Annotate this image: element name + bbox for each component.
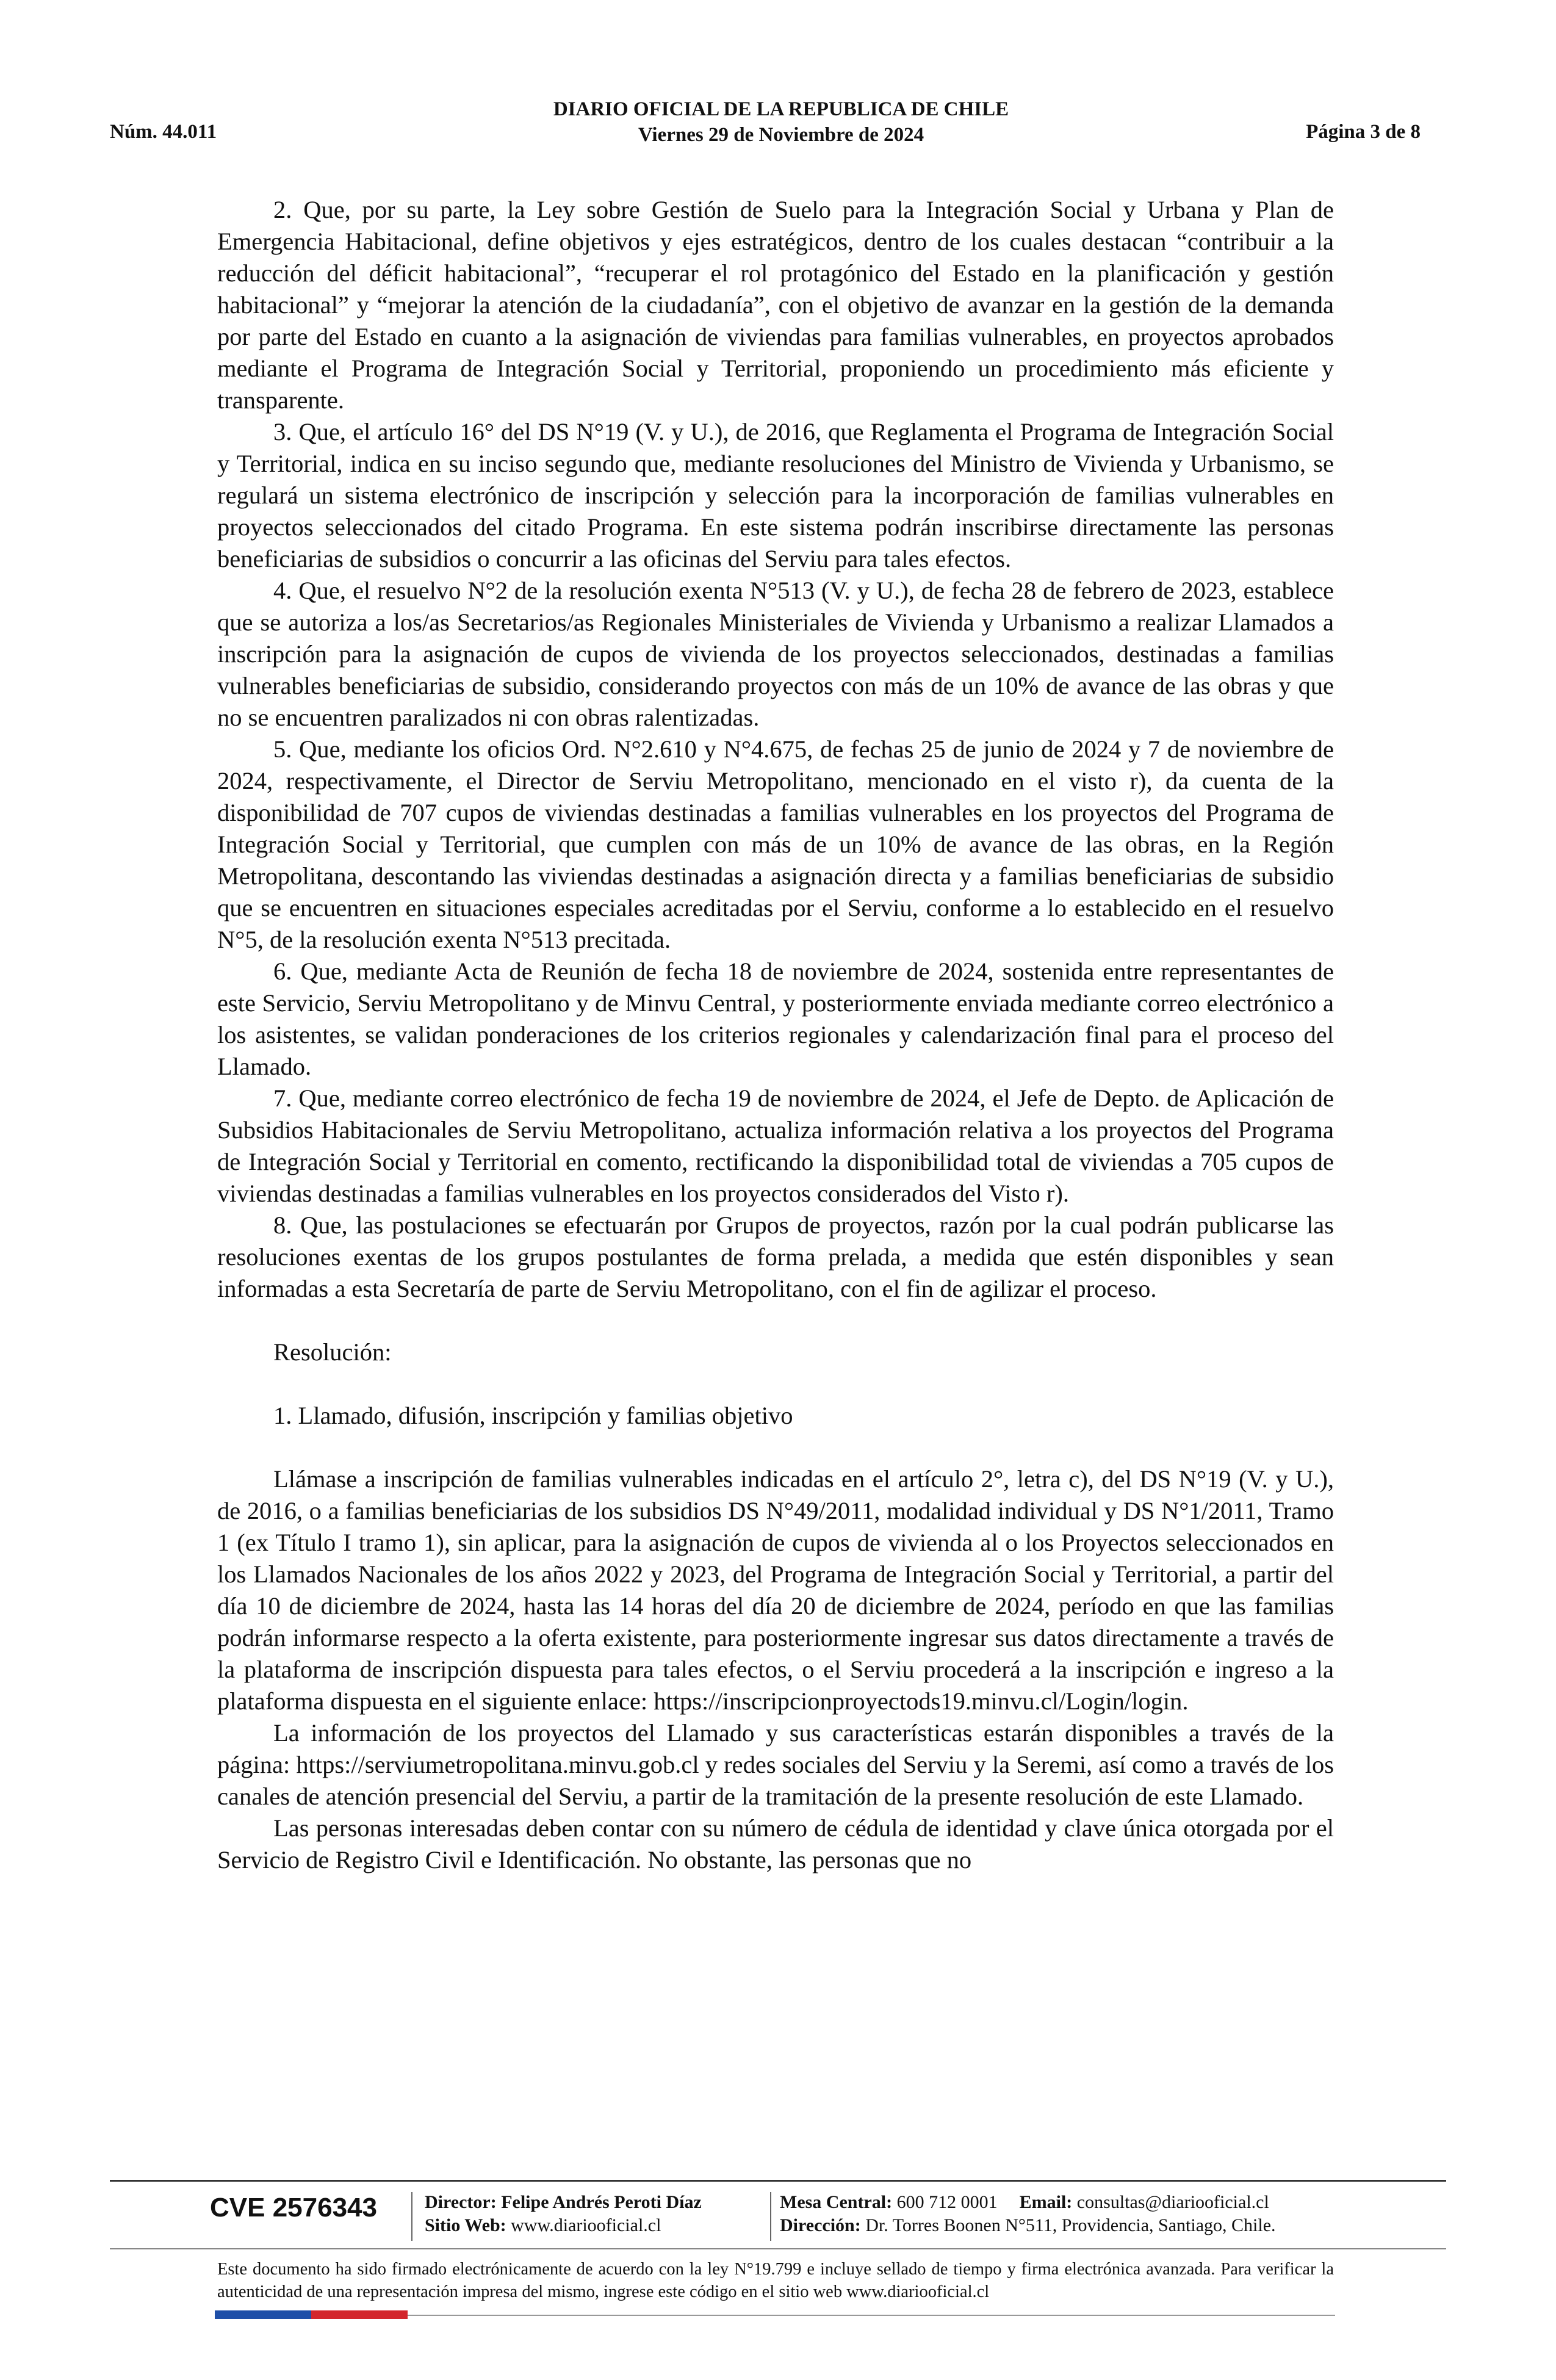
bottom-rule (408, 2315, 1335, 2316)
footer-contact-block (780, 2191, 1276, 2237)
publication-date: Viernes 29 de Noviembre de 2024 (638, 124, 924, 146)
footer-separator (411, 2192, 412, 2241)
document-body (217, 194, 1334, 1876)
footer-director-block (425, 2191, 702, 2237)
considerando-7: 7. Que, mediante correo electrónico de fecha 19 de noviembre de 2024, el Jefe de Depto. de Aplicación de Subsidios Habitacionales de Serviu Metropolitano, actualiza información relativa a los proyectos del Programa de Integración Social y Territorial en comento, rectificando la disponibilidad total de viviendas a 705 cupos de viviendas destinadas a familias vulnerables en los proyectos considerados del Visto r). (217, 1084, 1334, 1207)
section-heading: 1. Llamado, difusión, inscripción y familias objetivo (273, 1402, 793, 1429)
director-name: Felipe Andrés Peroti Díaz (501, 2192, 702, 2212)
direccion-value: Dr. Torres Boonen N°511, Providencia, Santiago, Chile. (865, 2215, 1276, 2235)
section-paragraph: La información de los proyectos del Llamado y sus características estarán disponibles a través de la página: https://serviumetropolitana.minvu.gob.cl y redes sociales del Serviu y la Seremi, así como a través de los canales de atención presencial del Serviu, a partir de la tramitación de la presente resolución de este Llamado. (217, 1719, 1334, 1810)
web-label: Sitio Web: (425, 2215, 506, 2235)
considerando-8: 8. Que, las postulaciones se efectuarán por Grupos de proyectos, razón por la cual podrán publicarse las resoluciones exentas de los grupos postulantes de forma prelada, a medida que estén disponibles y sean informadas a esta Secretaría de parte de Serviu Metropolitano, con el fin de agilizar el proceso. (217, 1211, 1334, 1302)
flag-red-segment (311, 2310, 408, 2319)
page-number: Página 3 de 8 (1306, 121, 1421, 143)
email-label: Email: (1019, 2192, 1073, 2212)
legal-notice: Este documento ha sido firmado electrónicamente de acuerdo con la ley N°19.799 e incluye sellado de tiempo y firma electrónica avanzada. Para verificar la autenticidad de una representación impresa del mismo, ingrese este código en el sitio web www.diariooficial.cl (217, 2260, 1334, 2301)
issue-number: Núm. 44.011 (110, 121, 217, 143)
director-label: Director: (425, 2192, 497, 2212)
considerando-2: 2. Que, por su parte, la Ley sobre Gestión de Suelo para la Integración Social y Urbana y Plan de Emergencia Habitacional, define objetivos y ejes estratégicos, dentro de los cuales destacan “contribuir a la reducción del déficit habitacional”, “recuperar el rol protagónico del Estado en la planificación y gestión habitacional” y “mejorar la atención de la ciudadanía”, con el objetivo de avanzar en la gestión de la demanda por parte del Estado en cuanto a la asignación de viviendas para familias vulnerables, en proyectos aprobados mediante el Programa de Integración Social y Territorial, proponiendo un procedimiento más eficiente y transparente. (217, 196, 1334, 414)
flag-stripe (215, 2310, 408, 2319)
footer-divider (110, 2248, 1446, 2249)
spacer (217, 1368, 1334, 1400)
masthead (427, 96, 1135, 148)
section-paragraph: Las personas interesadas deben contar con su número de cédula de identidad y clave única otorgada por el Servicio de Registro Civil e Identificación. No obstante, las personas que no (217, 1814, 1334, 1873)
considerando-6: 6. Que, mediante Acta de Reunión de fecha 18 de noviembre de 2024, sostenida entre representantes de este Servicio, Serviu Metropolitano y de Minvu Central, y posteriormente enviada mediante correo electrónico a los asistentes, se validan ponderaciones de los criterios regionales y calendarización final para el proceso del Llamado. (217, 957, 1334, 1080)
considerando-3: 3. Que, el artículo 16° del DS N°19 (V. y U.), de 2016, que Reglamenta el Programa de Integración Social y Territorial, indica en su inciso segundo que, mediante resoluciones del Ministro de Vivienda y Urbanismo, se regulará un sistema electrónico de inscripción y selección para la incorporación de familias vulnerables en proyectos seleccionados del citado Programa. En este sistema podrán inscribirse directamente las personas beneficiarias de subsidios o concurrir a las oficinas del Serviu para tales efectos. (217, 418, 1334, 572)
spacer (217, 1432, 1334, 1463)
direccion-label: Dirección: (780, 2215, 861, 2235)
cve-code: CVE 2576343 (210, 2193, 377, 2223)
section-paragraph: Llámase a inscripción de familias vulnerables indicadas en el artículo 2°, letra c), del DS N°19 (V. y U.), de 2016, o a familias beneficiarias de los subsidios DS N°49/2011, modalidad individual y DS N°1/2011, Tramo 1 (ex Título I tramo 1), sin aplicar, para la asignación de cupos de vivienda al o los Proyectos seleccionados en los Llamados Nacionales de los años 2022 y 2023, del Programa de Integración Social y Territorial, a partir del día 10 de diciembre de 2024, hasta las 14 horas del día 20 de diciembre de 2024, período en que las familias podrán informarse respecto a la oferta existente, para posteriormente ingresar sus datos directamente a través de la plataforma de inscripción dispuesta para tales efectos, o el Serviu procederá a la inscripción e ingreso a la plataforma dispuesta en el siguiente enlace: https://inscripcionproyectods19.minvu.cl/Login/login. (217, 1465, 1334, 1715)
footer-separator (770, 2192, 771, 2241)
resolucion-heading: Resolución: (273, 1338, 392, 1366)
footer-divider (110, 2180, 1446, 2182)
considerando-4: 4. Que, el resuelvo N°2 de la resolución exenta N°513 (V. y U.), de fecha 28 de febrero de 2023, establece que se autoriza a los/as Secretarios/as Regionales Ministeriales de Vivienda y Urbanismo a realizar Llamados a inscripción para la asignación de cupos de vivienda de los proyectos seleccionados, destinadas a familias vulnerables beneficiarias de subsidio, considerando proyectos con más de un 10% de avance de las obras y que no se encuentren paralizados ni con obras ralentizadas. (217, 577, 1334, 731)
mesa-label: Mesa Central: (780, 2192, 893, 2212)
web-link[interactable]: www.diariooficial.cl (511, 2215, 661, 2235)
mesa-phone: 600 712 0001 (896, 2192, 998, 2212)
considerando-5: 5. Que, mediante los oficios Ord. N°2.610 y N°4.675, de fechas 25 de junio de 2024 y 7 de noviembre de 2024, respectivamente, el Director de Serviu Metropolitano, mencionado en el visto r), da cuenta de la disponibilidad de 707 cupos de viviendas destinadas a familias vulnerables en los proyectos del Programa de Integración Social y Territorial, que cumplen con más de un 10% de avance de las obras, en la Región Metropolitana, descontando las viviendas destinadas a asignación directa y a familias beneficiarias de subsidio que se encuentren en situaciones especiales acreditadas por el Serviu, conforme a lo establecido en el resuelvo N°5, de la resolución exenta N°513 precitada. (217, 735, 1334, 953)
spacer (217, 1305, 1334, 1336)
publication-title: DIARIO OFICIAL DE LA REPUBLICA DE CHILE (553, 98, 1009, 120)
email-link[interactable]: consultas@diariooficial.cl (1076, 2192, 1269, 2212)
flag-blue-segment (215, 2310, 311, 2319)
